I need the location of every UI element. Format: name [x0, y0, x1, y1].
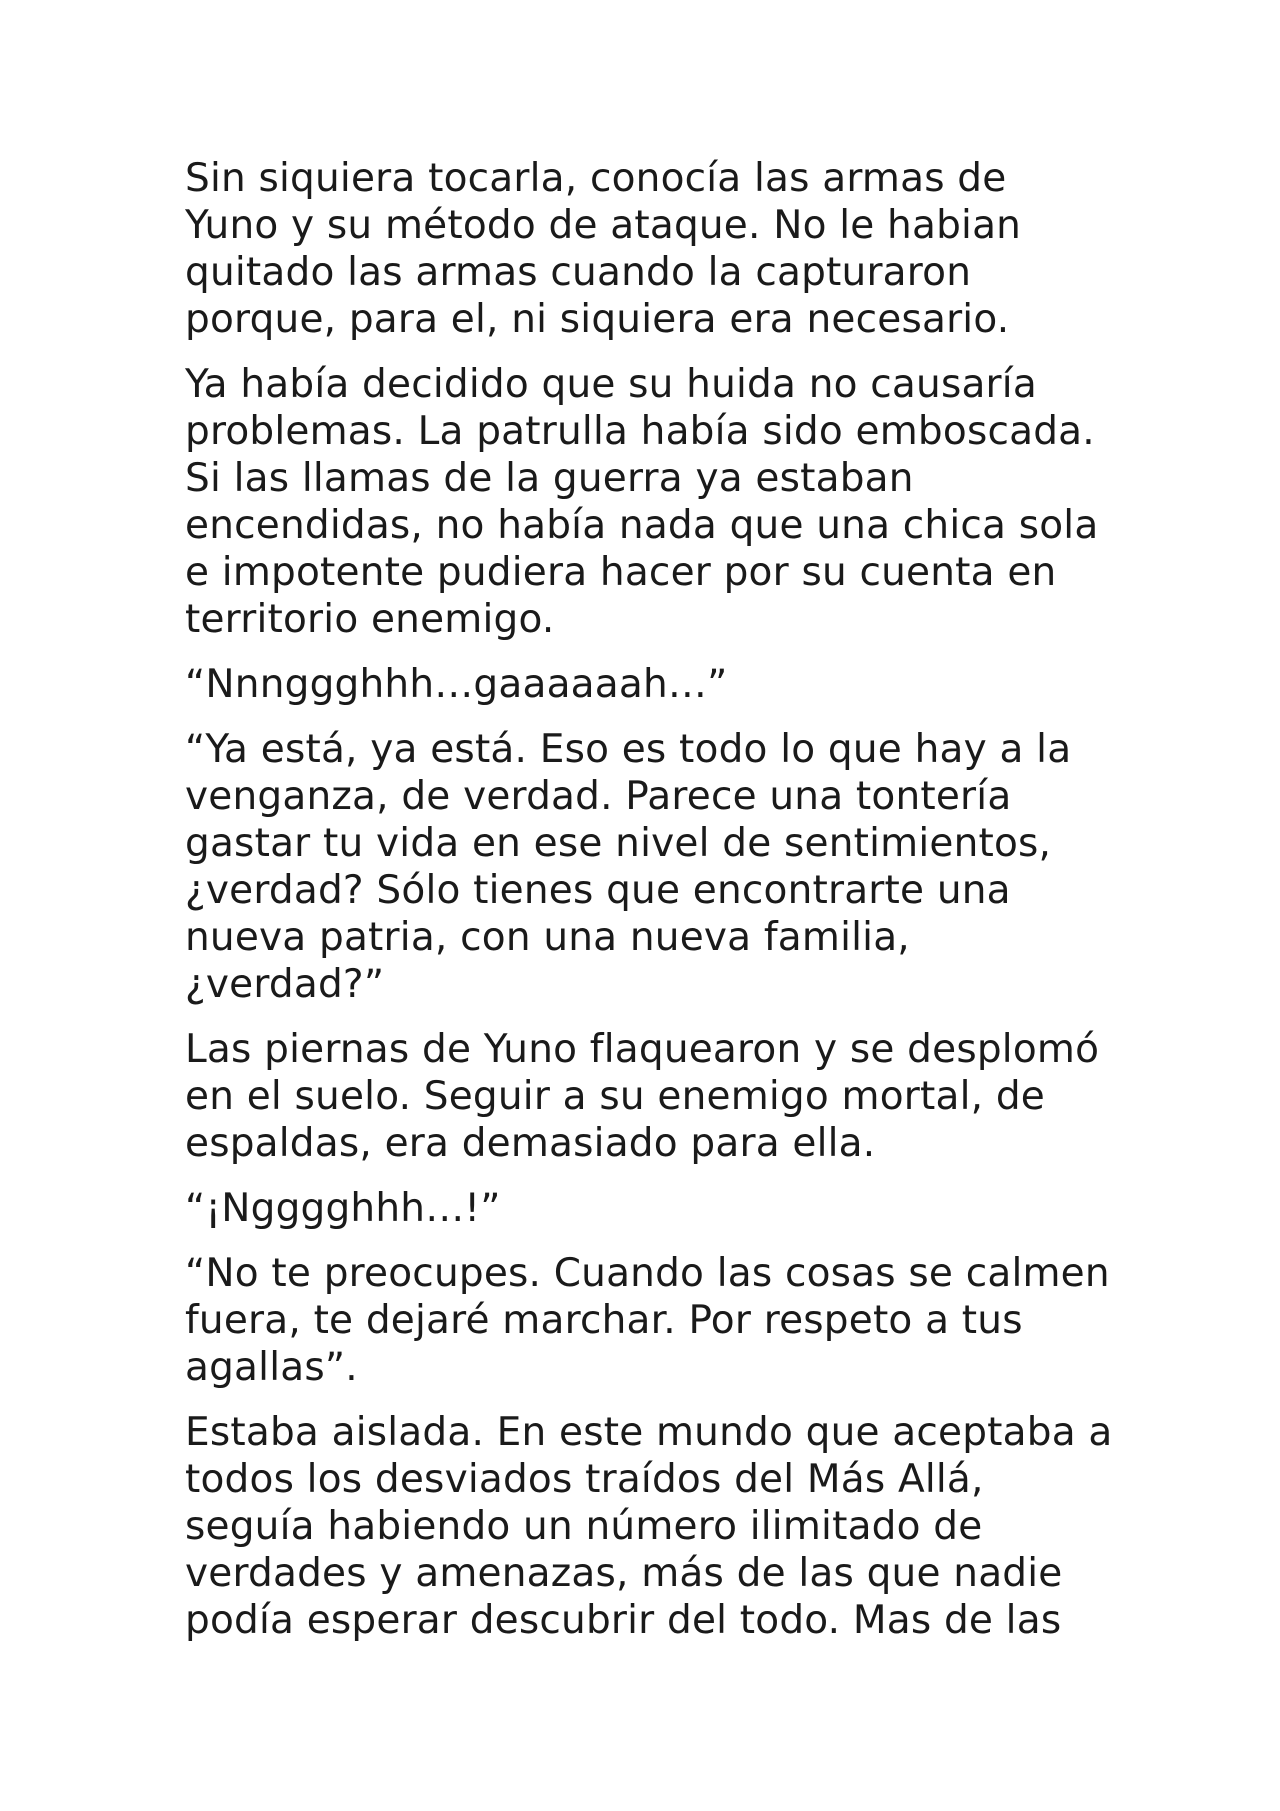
text-line: territorio enemigo.: [185, 597, 555, 642]
text-line: problemas. La patrulla había sido emboscada.: [185, 409, 1095, 454]
text-body: [185, 155, 1125, 1662]
paragraph-5: [185, 1026, 1125, 1167]
paragraph-6: [185, 1185, 1125, 1232]
text-line: espaldas, era demasiado para ella.: [185, 1121, 876, 1166]
text-line: e impotente pudiera hacer por su cuenta en: [185, 550, 1057, 595]
text-line: podía esperar descubrir del todo. Mas de las: [185, 1598, 1062, 1643]
text-line: nueva patria, con una nueva familia,: [185, 915, 910, 960]
paragraph-3: [185, 661, 1125, 708]
text-line: ¿verdad?”: [185, 962, 385, 1007]
text-line: encendidas, no había nada que una chica sola: [185, 503, 1099, 548]
paragraph-8: [185, 1409, 1125, 1644]
text-line: verdades y amenazas, más de las que nadie: [185, 1551, 1063, 1596]
text-line: seguía habiendo un número ilimitado de: [185, 1504, 983, 1549]
text-line: todos los desviados traídos del Más Allá,: [185, 1457, 984, 1502]
text-line: gastar tu vida en ese nivel de sentimientos,: [185, 821, 1052, 866]
paragraph-4: [185, 726, 1125, 1008]
paragraph-2: [185, 361, 1125, 643]
text-line: Yuno y su método de ataque. No le habian: [185, 203, 1022, 248]
text-line: fuera, te dejaré marchar. Por respeto a tus: [185, 1298, 1023, 1343]
paragraph-7: [185, 1250, 1125, 1391]
text-line: Si las llamas de la guerra ya estaban: [185, 456, 914, 501]
text-line: porque, para el, ni siquiera era necesario.: [185, 297, 1010, 342]
text-line: Ya había decidido que su huida no causaría: [185, 362, 1037, 407]
text-line: “No te preocupes. Cuando las cosas se calmen: [185, 1251, 1110, 1296]
text-line: quitado las armas cuando la capturaron: [185, 250, 972, 295]
text-line: “Nnnggghhh…gaaaaaah…”: [185, 662, 728, 707]
text-line: ¿verdad? Sólo tienes que encontrarte una: [185, 868, 1011, 913]
text-line: venganza, de verdad. Parece una tontería: [185, 774, 1012, 819]
text-line: “Ya está, ya está. Eso es todo lo que hay a la: [185, 727, 1072, 772]
text-line: en el suelo. Seguir a su enemigo mortal, de: [185, 1074, 1045, 1119]
text-line: agallas”.: [185, 1345, 358, 1390]
text-line: Estaba aislada. En este mundo que aceptaba a: [185, 1410, 1113, 1455]
paragraph-1: [185, 155, 1125, 343]
text-line: Sin siquiera tocarla, conocía las armas de: [185, 156, 1007, 201]
text-line: Las piernas de Yuno flaquearon y se desplomó: [185, 1027, 1100, 1072]
text-line: “¡Ngggghhh…!”: [185, 1186, 501, 1231]
